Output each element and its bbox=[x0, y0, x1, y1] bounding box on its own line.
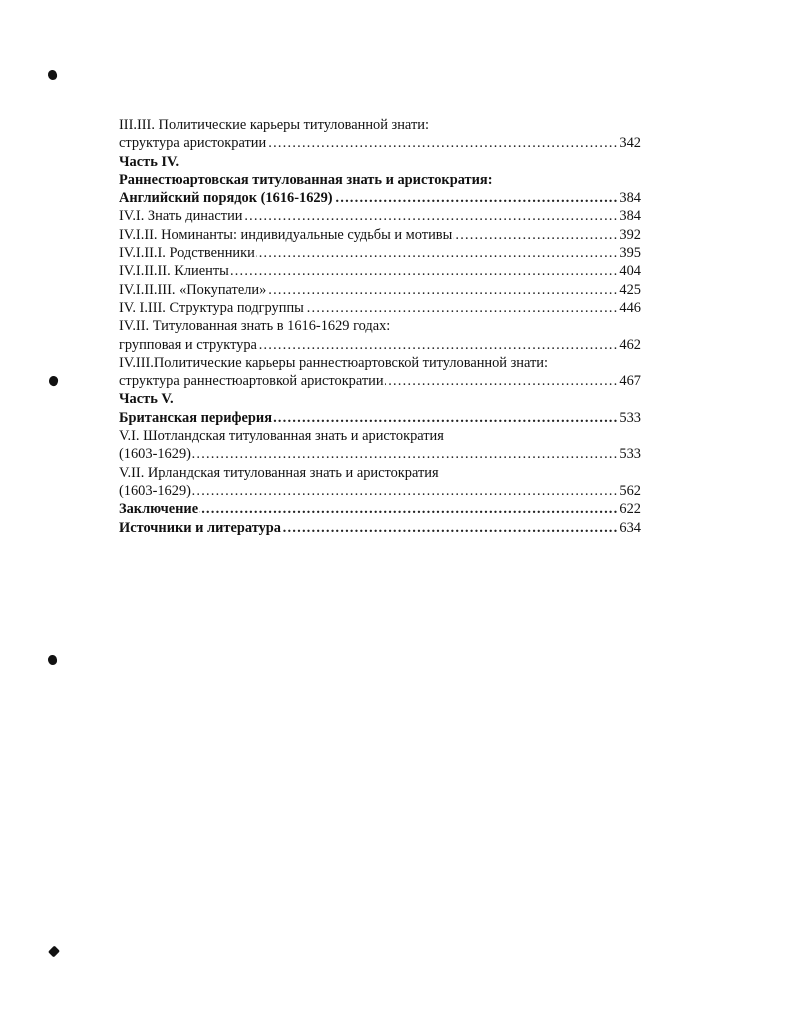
toc-entry-title: IV.I.II.I. Родственники bbox=[119, 245, 255, 262]
punch-hole-mark bbox=[47, 69, 58, 80]
table-of-contents bbox=[119, 116, 641, 537]
toc-entry-page-number: 342 bbox=[619, 135, 641, 152]
toc-entry-page-number: 533 bbox=[619, 409, 641, 426]
toc-entry-page-number: 404 bbox=[619, 263, 641, 280]
punch-hole-mark bbox=[48, 375, 59, 387]
toc-entry-title: Британская периферия bbox=[119, 409, 272, 426]
toc-entry-title: (1603-1629) bbox=[119, 446, 191, 463]
punch-hole-mark bbox=[48, 655, 58, 666]
toc-entry bbox=[119, 226, 641, 244]
toc-entry-title: III.III. Политические карьеры титулованной знати: bbox=[119, 117, 429, 133]
toc-entry-page-number: 395 bbox=[619, 245, 641, 262]
toc-entry-page-number: 562 bbox=[619, 482, 641, 499]
toc-entry bbox=[119, 153, 641, 171]
toc-entry bbox=[119, 116, 641, 134]
toc-entry-title: V.II. Ирландская титулованная знать и аристократия bbox=[119, 464, 439, 481]
toc-entry bbox=[119, 445, 641, 463]
toc-entry-page-number: 384 bbox=[619, 190, 641, 207]
toc-entry bbox=[119, 390, 641, 408]
toc-entry-title: структура раннестюартовкой аристократии bbox=[119, 373, 384, 390]
toc-entry-page-number: 462 bbox=[619, 336, 641, 353]
toc-entry-title: IV.I.II.III. «Покупатели» bbox=[119, 281, 267, 298]
toc-entry bbox=[119, 519, 641, 537]
toc-entry-page-number: 622 bbox=[619, 501, 641, 518]
toc-entry bbox=[119, 299, 641, 317]
toc-entry-page-number: 446 bbox=[619, 299, 641, 316]
toc-entry-page-number: 467 bbox=[619, 373, 641, 390]
toc-entry-page-number: 392 bbox=[619, 226, 641, 243]
toc-entry bbox=[119, 207, 641, 225]
toc-entry bbox=[119, 409, 641, 427]
toc-entry bbox=[119, 244, 641, 262]
toc-entry bbox=[119, 427, 641, 445]
toc-entry-title: Заключение bbox=[119, 501, 199, 518]
toc-entry bbox=[119, 482, 641, 500]
toc-entry-title: IV.I.II. Номинанты: индивидуальные судьбы и мотивы bbox=[119, 226, 453, 243]
toc-entry-page-number: 634 bbox=[619, 519, 641, 536]
toc-entry bbox=[119, 281, 641, 299]
toc-entry-title: IV.III.Политические карьеры раннестюартовской титулованной знати: bbox=[119, 354, 548, 371]
toc-entry-title: IV.I.II.II. Клиенты bbox=[119, 263, 229, 280]
toc-entry-title: Часть V. bbox=[119, 391, 174, 408]
toc-entry-title: Раннестюартовская титулованная знать и аристократия: bbox=[119, 171, 493, 188]
toc-entry bbox=[119, 500, 641, 518]
toc-entry-title: групповая и структура bbox=[119, 336, 257, 353]
toc-entry bbox=[119, 317, 641, 335]
toc-entry-title: (1603-1629) bbox=[119, 482, 191, 499]
toc-entry-title: Часть IV. bbox=[119, 153, 180, 170]
toc-entry bbox=[119, 354, 641, 372]
punch-hole-mark bbox=[48, 945, 60, 957]
toc-entry bbox=[119, 134, 641, 152]
toc-entry bbox=[119, 189, 641, 207]
toc-entry bbox=[119, 336, 641, 354]
toc-entry-title: Английский порядок (1616-1629) bbox=[119, 190, 333, 207]
toc-entry-title: IV. I.III. Структура подгруппы bbox=[119, 299, 304, 316]
toc-entry bbox=[119, 171, 641, 189]
toc-entry bbox=[119, 464, 641, 482]
toc-entry-title: Источники и литература bbox=[119, 519, 281, 536]
toc-entry-title: V.I. Шотландская титулованная знать и аристократия bbox=[119, 428, 444, 445]
toc-entry-title: IV.I. Знать династии bbox=[119, 208, 243, 225]
toc-entry-page-number: 425 bbox=[619, 281, 641, 298]
toc-entry-title: структура аристократии bbox=[119, 135, 267, 152]
toc-entry-title: IV.II. Титулованная знать в 1616-1629 годах: bbox=[119, 318, 391, 335]
toc-entry bbox=[119, 262, 641, 280]
toc-entry-page-number: 384 bbox=[619, 208, 641, 225]
toc-entry bbox=[119, 372, 641, 390]
toc-entry-page-number: 533 bbox=[619, 446, 641, 463]
